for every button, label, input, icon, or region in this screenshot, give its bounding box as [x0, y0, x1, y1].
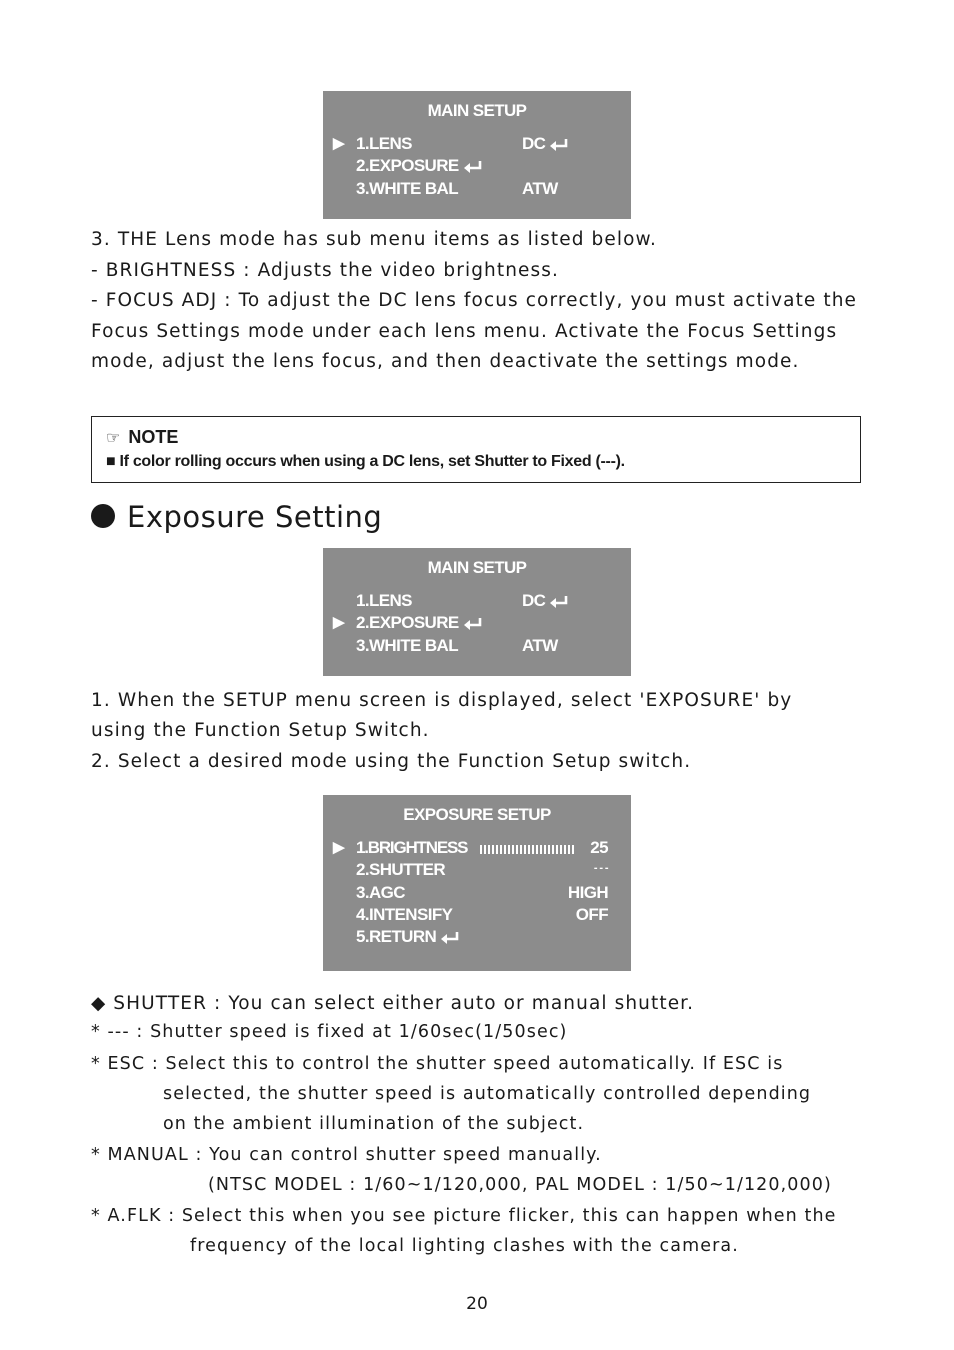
osd-exposure-setup — [323, 795, 631, 971]
osd-label: 1.LENS — [356, 591, 412, 610]
text-line: 1. When the SETUP menu screen is displayed, select 'EXPOSURE' by — [91, 690, 793, 711]
note-text: ■ If color rolling occurs when using a DC lens, set Shutter to Fixed (---). — [106, 453, 625, 470]
osd-title: MAIN SETUP — [427, 101, 527, 120]
osd-row-intensify — [323, 905, 631, 927]
section-title: Exposure Setting — [91, 500, 382, 534]
text-line: - BRIGHTNESS : Adjusts the video brightness. — [91, 260, 559, 281]
note-heading: ☞ NOTE — [106, 427, 179, 447]
osd-label: 3.WHITE BAL — [356, 636, 459, 655]
osd-label: 2.EXPOSURE — [356, 156, 483, 176]
osd-row-lens — [323, 134, 631, 156]
osd-value: DC — [522, 591, 569, 611]
cursor-arrow-icon: ▶ — [333, 614, 344, 631]
osd-main-setup-lens — [323, 91, 631, 219]
osd-row-agc — [323, 883, 631, 905]
text-line: Focus Settings mode under each lens menu. Activate the Focus Settings — [91, 321, 838, 342]
osd-value: OFF — [575, 905, 608, 924]
text-line: selected, the shutter speed is automatically controlled depending — [163, 1084, 812, 1104]
osd-row-white-bal — [323, 636, 631, 658]
cursor-arrow-icon: ▶ — [333, 839, 344, 856]
text-line: 2. Select a desired mode using the Function Setup switch. — [91, 751, 692, 772]
enter-icon — [440, 931, 460, 945]
osd-row-white-bal — [323, 179, 631, 201]
osd-label: 4.INTENSIFY — [356, 905, 453, 924]
text-line: frequency of the local lighting clashes with the camera. — [190, 1236, 739, 1256]
cursor-arrow-icon: ▶ — [333, 135, 344, 152]
enter-icon — [463, 160, 483, 174]
osd-value: DC — [522, 134, 569, 154]
osd-row-brightness — [323, 838, 631, 860]
osd-label: 2.EXPOSURE — [356, 613, 483, 633]
text-line: on the ambient illumination of the subject. — [163, 1114, 585, 1134]
text-line: * --- : Shutter speed is fixed at 1/60sec(1/50sec) — [91, 1022, 568, 1042]
osd-label: 3.AGC — [356, 883, 405, 902]
osd-label: 3.WHITE BAL — [356, 179, 459, 198]
pointing-hand-icon: ☞ — [106, 430, 121, 447]
osd-label: 2.SHUTTER — [356, 860, 446, 879]
osd-label: 5.RETURN — [356, 927, 460, 947]
osd-title: MAIN SETUP — [427, 558, 527, 577]
osd-row-exposure — [323, 613, 631, 635]
osd-value: - - - — [593, 862, 608, 874]
text-line: 3. THE Lens mode has sub menu items as listed below. — [91, 229, 658, 250]
text-line: mode, adjust the lens focus, and then deactivate the settings mode. — [91, 351, 800, 372]
page-number: 20 — [466, 1294, 488, 1314]
text-line: - FOCUS ADJ : To adjust the DC lens focus correctly, you must activate the — [91, 290, 858, 311]
osd-row-shutter — [323, 860, 631, 882]
shutter-intro: ◆ SHUTTER : You can select either auto or manual shutter. — [91, 993, 695, 1014]
osd-value: 25 — [590, 838, 608, 857]
text-line: * ESC : Select this to control the shutter speed automatically. If ESC is — [91, 1054, 784, 1074]
osd-row-lens — [323, 591, 631, 613]
osd-label: 1.LENS — [356, 134, 412, 153]
enter-icon — [549, 595, 569, 609]
osd-value: ATW — [522, 636, 558, 655]
osd-value: ATW — [522, 179, 558, 198]
text-line: * A.FLK : Select this when you see picture flicker, this can happen when the — [91, 1206, 837, 1226]
osd-value: HIGH — [567, 883, 608, 902]
text-line: * MANUAL : You can control shutter speed manually. — [91, 1145, 602, 1165]
osd-row-return — [323, 927, 631, 949]
note-box — [91, 416, 861, 483]
enter-icon — [549, 138, 569, 152]
text-line: (NTSC MODEL : 1/60~1/120,000, PAL MODEL : 1/50~1/120,000) — [208, 1175, 832, 1195]
text-line: using the Function Setup Switch. — [91, 720, 430, 741]
osd-row-exposure — [323, 156, 631, 178]
bullet-dot-icon — [91, 504, 115, 528]
osd-main-setup-exposure — [323, 548, 631, 676]
enter-icon — [463, 617, 483, 631]
osd-label: 1.BRIGHTNESS — [356, 838, 468, 857]
osd-title: EXPOSURE SETUP — [403, 805, 551, 824]
brightness-level-bar — [480, 845, 574, 854]
